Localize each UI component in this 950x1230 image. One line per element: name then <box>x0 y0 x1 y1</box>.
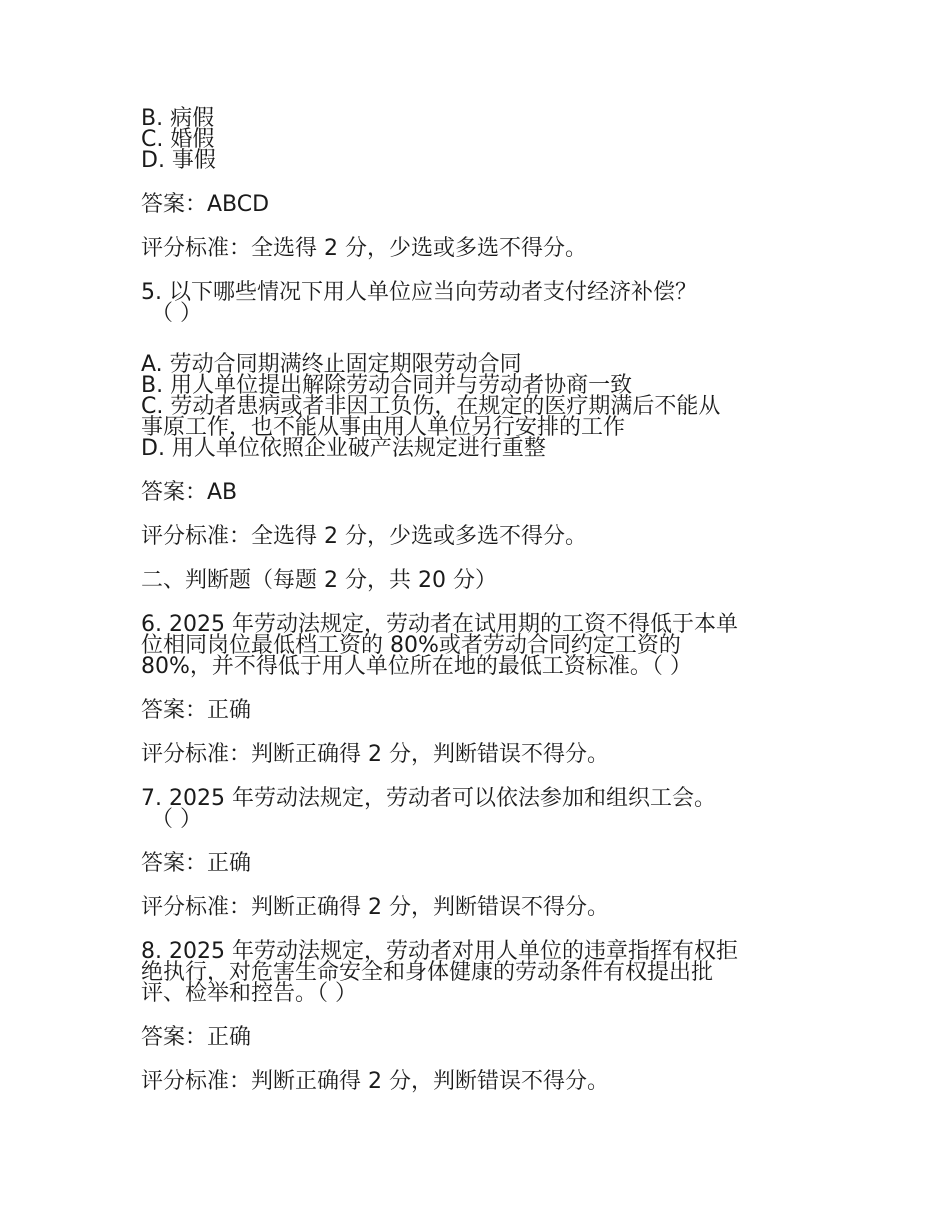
q5-option-b: B. 用人单位提出解除劳动合同并与劳动者协商一致 <box>141 373 633 398</box>
q5-question <box>141 282 811 324</box>
q5-option-c-cont: 事原工作，也不能从事由用人单位另行安排的工作 <box>141 415 626 440</box>
section-title: 二、判断题（每题 2 分，共 20 分） <box>141 568 497 593</box>
q6-question-line: 80%，并不得低于用人单位所在地的最低工资标准。（ ） <box>141 654 692 679</box>
q5-option-a: A. 劳动合同期满终止固定期限劳动合同 <box>141 352 522 377</box>
q4-option-c: C. 婚假 <box>141 127 215 152</box>
q4-option-b: B. 病假 <box>141 106 215 131</box>
q5-answer: 答案：AB <box>141 480 238 505</box>
q6-criteria: 评分标准：判断正确得 2 分，判断错误不得分。 <box>141 742 609 767</box>
q6-answer: 答案：正确 <box>141 698 252 723</box>
q5-options <box>141 354 811 459</box>
q5-question-line: 5. 以下哪些情况下用人单位应当向劳动者支付经济补偿？ <box>141 280 697 305</box>
q5-question-line: （ ） <box>151 301 202 326</box>
q5-option-c: C. 劳动者患病或者非因工负伤，在规定的医疗期满后不能从 <box>141 394 721 419</box>
q8-question-line: 8. 2025 年劳动法规定，劳动者对用人单位的违章指挥有权拒 <box>141 939 738 964</box>
document-page <box>141 108 811 1092</box>
q8-answer: 答案：正确 <box>141 1025 252 1050</box>
q7-question-line: 7. 2025 年劳动法规定，劳动者可以依法参加和组织工会。 <box>141 786 716 811</box>
q8-question-line: 绝执行，对危害生命安全和身体健康的劳动条件有权提出批 <box>141 960 714 985</box>
q7-criteria: 评分标准：判断正确得 2 分，判断错误不得分。 <box>141 895 609 920</box>
q4-options <box>141 108 811 171</box>
q7-answer: 答案：正确 <box>141 851 252 876</box>
q8-criteria: 评分标准：判断正确得 2 分，判断错误不得分。 <box>141 1069 609 1094</box>
q4-criteria: 评分标准：全选得 2 分，少选或多选不得分。 <box>141 236 587 261</box>
q8-question <box>141 941 811 1004</box>
q7-question-line: （ ） <box>151 807 202 832</box>
q7-question <box>141 788 811 830</box>
q4-option-d: D. 事假 <box>141 148 216 173</box>
q6-question-line: 位相同岗位最低档工资的 80%或者劳动合同约定工资的 <box>141 633 681 658</box>
q5-criteria: 评分标准：全选得 2 分，少选或多选不得分。 <box>141 524 587 549</box>
q4-answer: 答案：ABCD <box>141 192 270 217</box>
q6-question-line: 6. 2025 年劳动法规定，劳动者在试用期的工资不得低于本单 <box>141 612 738 637</box>
q6-question <box>141 614 811 677</box>
q5-option-d: D. 用人单位依照企业破产法规定进行重整 <box>141 436 546 461</box>
q8-question-line: 评、检举和控告。（ ） <box>141 981 357 1006</box>
